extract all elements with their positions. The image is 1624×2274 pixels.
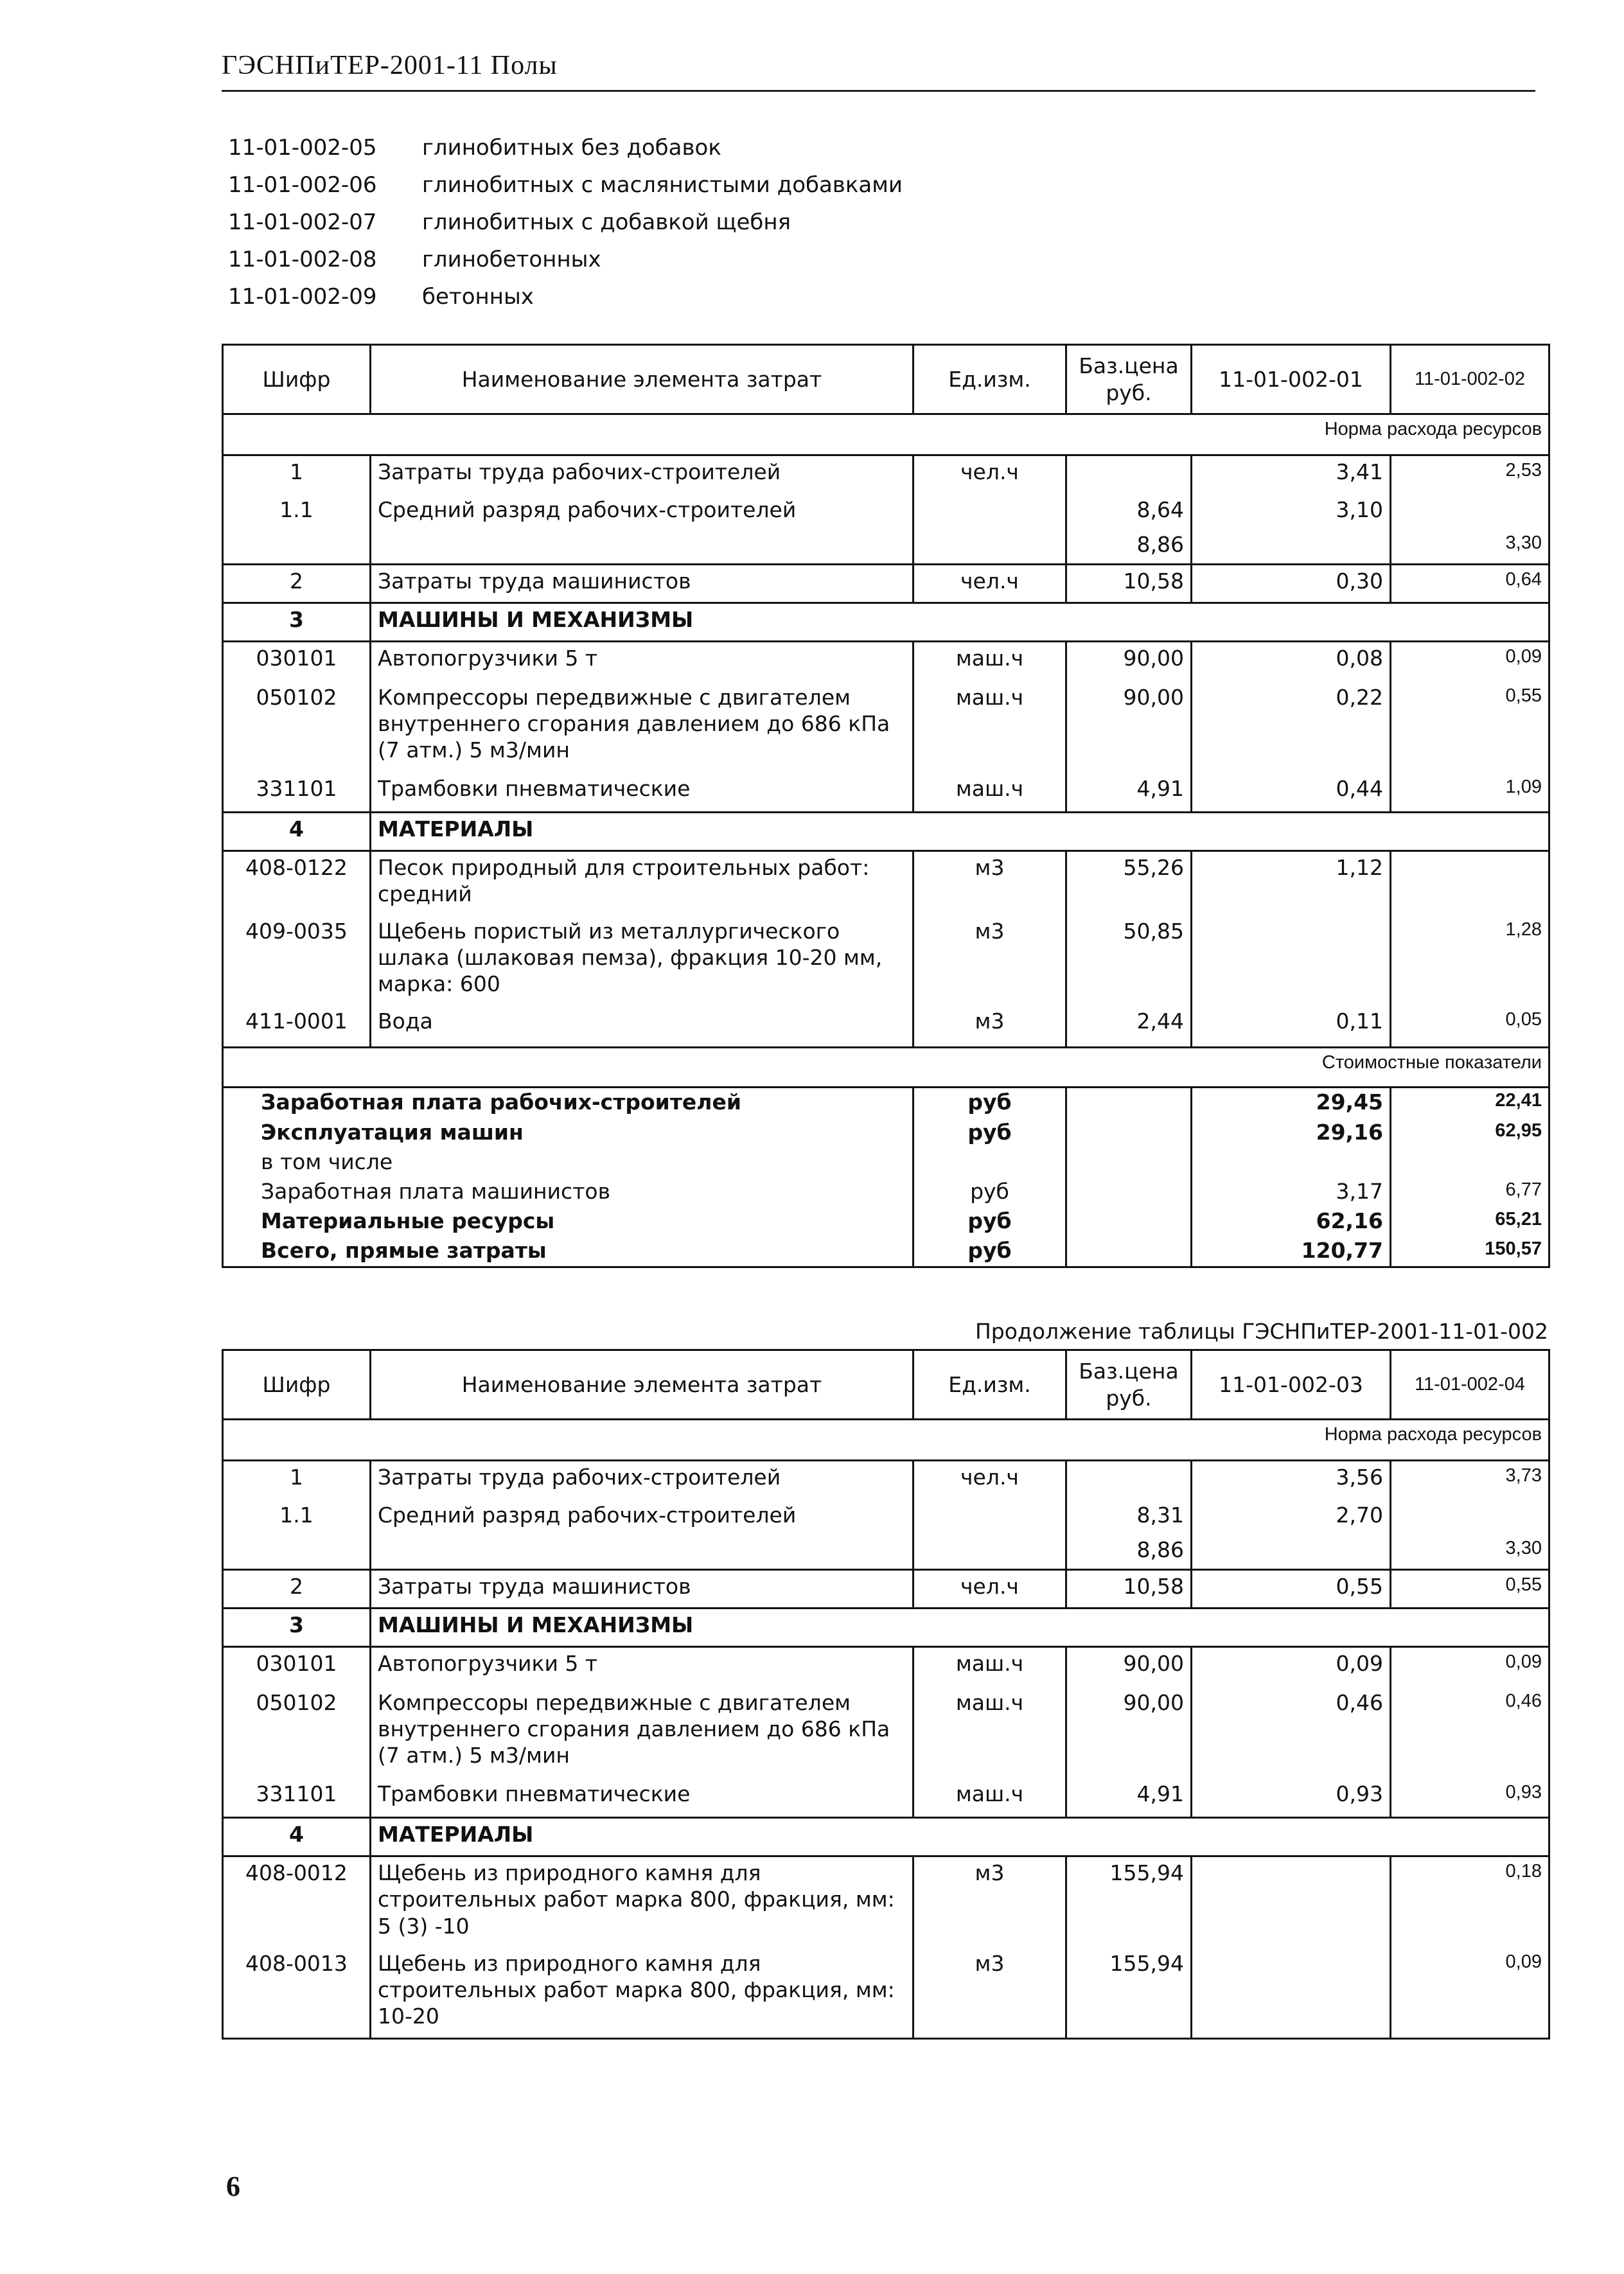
summary-value-1: 62,16 bbox=[1192, 1207, 1391, 1237]
cell-name: Песок природный для строительных работ: средний bbox=[371, 851, 914, 915]
cell-code: 2 bbox=[223, 565, 371, 603]
cell-name: Средний разряд рабочих-строителей bbox=[371, 1499, 914, 1534]
cell-code: 2 bbox=[223, 1570, 371, 1609]
summary-row bbox=[223, 1118, 1549, 1148]
table-row bbox=[223, 1687, 1549, 1778]
cell-value-2: 0,09 bbox=[1391, 642, 1549, 682]
table-row bbox=[223, 1570, 1549, 1609]
summary-value-2 bbox=[1391, 1148, 1549, 1177]
cell-value-1 bbox=[1192, 1534, 1391, 1570]
column-header: Ед.изм. bbox=[914, 1350, 1066, 1420]
summary-row bbox=[223, 1177, 1549, 1207]
cell-name: Щебень из природного камня для строительных работ марка 800, фракция, мм: 5 (3) -10 bbox=[371, 1856, 914, 1948]
summary-value-1: 29,45 bbox=[1192, 1088, 1391, 1118]
cell-unit: маш.ч bbox=[914, 642, 1066, 682]
table-row bbox=[223, 1005, 1549, 1048]
cell-code bbox=[223, 529, 371, 565]
cell-name: Затраты труда рабочих-строителей bbox=[371, 455, 914, 494]
code: 11-01-002-07 bbox=[228, 209, 377, 235]
section-row bbox=[223, 1609, 1549, 1647]
norm-band-row bbox=[223, 414, 1549, 455]
summary-row bbox=[223, 1237, 1549, 1267]
cell-value-2: 3,30 bbox=[1391, 529, 1549, 565]
cell-code: 050102 bbox=[223, 682, 371, 773]
cell-value-1: 3,41 bbox=[1192, 455, 1391, 494]
cell-name: Щебень пористый из металлургического шлака (шлаковая пемза), фракция 10-20 мм, марка: 600 bbox=[371, 915, 914, 1005]
cell-unit: чел.ч bbox=[914, 1570, 1066, 1609]
cell-price bbox=[1066, 455, 1192, 494]
cell-name bbox=[371, 1534, 914, 1570]
norm-band-row bbox=[223, 1420, 1549, 1461]
cell-value-2: 0,09 bbox=[1391, 1948, 1549, 2039]
column-header: 11-01-002-04 bbox=[1391, 1350, 1549, 1420]
summary-label: Материальные ресурсы bbox=[223, 1207, 914, 1237]
cell-price: 10,58 bbox=[1066, 1570, 1192, 1609]
table-row bbox=[223, 642, 1549, 682]
summary-price bbox=[1066, 1118, 1192, 1148]
cell-unit: м3 bbox=[914, 1948, 1066, 2039]
summary-value-1: 120,77 bbox=[1192, 1237, 1391, 1267]
summary-row bbox=[223, 1207, 1549, 1237]
cell-name: Щебень из природного камня для строительных работ марка 800, фракция, мм: 10-20 bbox=[371, 1948, 914, 2039]
cell-code: 331101 bbox=[223, 1778, 371, 1818]
summary-label: Всего, прямые затраты bbox=[223, 1237, 914, 1267]
column-header: Баз.цена руб. bbox=[1066, 345, 1192, 414]
summary-value-2: 22,41 bbox=[1391, 1088, 1549, 1118]
cell-price: 50,85 bbox=[1066, 915, 1192, 1005]
code-description: бетонных bbox=[422, 284, 534, 310]
cell-price: 4,91 bbox=[1066, 1778, 1192, 1818]
cell-price: 55,26 bbox=[1066, 851, 1192, 915]
column-header: Ед.изм. bbox=[914, 345, 1066, 414]
table-header-row bbox=[223, 345, 1549, 414]
cell-value-1: 0,30 bbox=[1192, 565, 1391, 603]
summary-price bbox=[1066, 1207, 1192, 1237]
norm-label: Норма расхода ресурсов bbox=[223, 1420, 1549, 1461]
summary-price bbox=[1066, 1088, 1192, 1118]
cell-value-2: 0,18 bbox=[1391, 1856, 1549, 1948]
cell-name: Компрессоры передвижные с двигателем внутреннего сгорания давлением до 686 кПа (7 атм.) 5 м3/мин bbox=[371, 1687, 914, 1778]
cell-code: 030101 bbox=[223, 642, 371, 682]
section-title: МАШИНЫ И МЕХАНИЗМЫ bbox=[371, 603, 1549, 642]
code-description: глинобитных с добавкой щебня bbox=[422, 209, 791, 235]
summary-unit: руб bbox=[914, 1118, 1066, 1148]
cell-name: Автопогрузчики 5 т bbox=[371, 1647, 914, 1687]
cell-price bbox=[1066, 1461, 1192, 1499]
cell-price: 8,86 bbox=[1066, 529, 1192, 565]
cell-value-1: 0,22 bbox=[1192, 682, 1391, 773]
summary-price bbox=[1066, 1148, 1192, 1177]
cell-code: 331101 bbox=[223, 773, 371, 813]
column-header: 11-01-002-02 bbox=[1391, 345, 1549, 414]
summary-label: Заработная плата машинистов bbox=[223, 1177, 914, 1207]
cell-price: 90,00 bbox=[1066, 682, 1192, 773]
cell-code: 1 bbox=[223, 455, 371, 494]
cell-code: 411-0001 bbox=[223, 1005, 371, 1048]
cell-price: 2,44 bbox=[1066, 1005, 1192, 1048]
cell-unit: маш.ч bbox=[914, 1778, 1066, 1818]
cell-value-1: 0,08 bbox=[1192, 642, 1391, 682]
section-row bbox=[223, 813, 1549, 851]
summary-unit: руб bbox=[914, 1177, 1066, 1207]
cell-price: 90,00 bbox=[1066, 1687, 1192, 1778]
cell-value-1: 0,46 bbox=[1192, 1687, 1391, 1778]
code: 11-01-002-06 bbox=[228, 172, 377, 198]
table-header-row bbox=[223, 1350, 1549, 1420]
cell-price: 90,00 bbox=[1066, 642, 1192, 682]
cell-name: Трамбовки пневматические bbox=[371, 773, 914, 813]
cell-value-1: 0,55 bbox=[1192, 1570, 1391, 1609]
table-row bbox=[223, 851, 1549, 915]
cell-code: 030101 bbox=[223, 1647, 371, 1687]
cell-unit: маш.ч bbox=[914, 682, 1066, 773]
cell-unit: м3 bbox=[914, 851, 1066, 915]
cell-code: 408-0013 bbox=[223, 1948, 371, 2039]
cell-unit: маш.ч bbox=[914, 1647, 1066, 1687]
code-description: глинобитных с маслянистыми добавками bbox=[422, 172, 903, 198]
summary-value-1 bbox=[1192, 1148, 1391, 1177]
summary-row bbox=[223, 1088, 1549, 1118]
cell-value-2 bbox=[1391, 1499, 1549, 1534]
table-row bbox=[223, 1461, 1549, 1499]
column-header: Шифр bbox=[223, 1350, 371, 1420]
cell-code: 409-0035 bbox=[223, 915, 371, 1005]
norm-label: Норма расхода ресурсов bbox=[223, 414, 1549, 455]
cell-value-2: 1,28 bbox=[1391, 915, 1549, 1005]
table-row bbox=[223, 773, 1549, 813]
resource-table-1 bbox=[222, 344, 1550, 1268]
cell-code: 1.1 bbox=[223, 494, 371, 529]
column-header: Наименование элемента затрат bbox=[371, 345, 914, 414]
cell-value-1: 3,10 bbox=[1192, 494, 1391, 529]
cell-price: 4,91 bbox=[1066, 773, 1192, 813]
cell-unit: чел.ч bbox=[914, 1461, 1066, 1499]
column-header: Наименование элемента затрат bbox=[371, 1350, 914, 1420]
cell-value-2: 0,55 bbox=[1391, 1570, 1549, 1609]
summary-price bbox=[1066, 1237, 1192, 1267]
cell-value-1: 1,12 bbox=[1192, 851, 1391, 915]
table-row bbox=[223, 529, 1549, 565]
column-header: Шифр bbox=[223, 345, 371, 414]
cell-price: 8,86 bbox=[1066, 1534, 1192, 1570]
section-code: 4 bbox=[223, 1818, 371, 1856]
summary-unit: руб bbox=[914, 1237, 1066, 1267]
cell-code: 408-0122 bbox=[223, 851, 371, 915]
cell-value-2: 0,46 bbox=[1391, 1687, 1549, 1778]
cell-value-2 bbox=[1391, 494, 1549, 529]
cell-price: 155,94 bbox=[1066, 1856, 1192, 1948]
section-title: МАТЕРИАЛЫ bbox=[371, 813, 1549, 851]
cell-code bbox=[223, 1534, 371, 1570]
cost-band-row bbox=[223, 1048, 1549, 1088]
cell-code: 1 bbox=[223, 1461, 371, 1499]
summary-unit: руб bbox=[914, 1088, 1066, 1118]
cell-unit bbox=[914, 494, 1066, 529]
cell-code: 1.1 bbox=[223, 1499, 371, 1534]
table-row bbox=[223, 915, 1549, 1005]
summary-value-2: 150,57 bbox=[1391, 1237, 1549, 1267]
cell-price: 90,00 bbox=[1066, 1647, 1192, 1687]
cell-unit: м3 bbox=[914, 1856, 1066, 1948]
cell-value-1: 2,70 bbox=[1192, 1499, 1391, 1534]
cell-code: 050102 bbox=[223, 1687, 371, 1778]
summary-label: Заработная плата рабочих-строителей bbox=[223, 1088, 914, 1118]
cell-unit bbox=[914, 1499, 1066, 1534]
cell-value-2: 3,73 bbox=[1391, 1461, 1549, 1499]
column-header: 11-01-002-01 bbox=[1192, 345, 1391, 414]
summary-price bbox=[1066, 1177, 1192, 1207]
cell-unit: м3 bbox=[914, 915, 1066, 1005]
cell-name: Трамбовки пневматические bbox=[371, 1778, 914, 1818]
cell-unit: маш.ч bbox=[914, 773, 1066, 813]
cell-value-1 bbox=[1192, 1948, 1391, 2039]
cell-value-1 bbox=[1192, 529, 1391, 565]
table-row bbox=[223, 1647, 1549, 1687]
section-code: 4 bbox=[223, 813, 371, 851]
summary-value-2: 65,21 bbox=[1391, 1207, 1549, 1237]
table-row bbox=[223, 1948, 1549, 2039]
cell-name: Затраты труда рабочих-строителей bbox=[371, 1461, 914, 1499]
section-code: 3 bbox=[223, 1609, 371, 1647]
summary-unit: руб bbox=[914, 1207, 1066, 1237]
table-row bbox=[223, 565, 1549, 603]
column-header: 11-01-002-03 bbox=[1192, 1350, 1391, 1420]
summary-row bbox=[223, 1148, 1549, 1177]
cell-unit: чел.ч bbox=[914, 565, 1066, 603]
table-row bbox=[223, 1499, 1549, 1534]
table-row bbox=[223, 1778, 1549, 1818]
cell-code: 408-0012 bbox=[223, 1856, 371, 1948]
table-row bbox=[223, 455, 1549, 494]
summary-label: в том числе bbox=[223, 1148, 914, 1177]
summary-label: Эксплуатация машин bbox=[223, 1118, 914, 1148]
cell-price: 8,31 bbox=[1066, 1499, 1192, 1534]
cell-price: 8,64 bbox=[1066, 494, 1192, 529]
section-code: 3 bbox=[223, 603, 371, 642]
cell-value-1: 0,44 bbox=[1192, 773, 1391, 813]
section-row bbox=[223, 603, 1549, 642]
cell-name: Компрессоры передвижные с двигателем внутреннего сгорания давлением до 686 кПа (7 атм.) 5 м3/мин bbox=[371, 682, 914, 773]
cell-value-1: 0,93 bbox=[1192, 1778, 1391, 1818]
cell-value-2: 3,30 bbox=[1391, 1534, 1549, 1570]
cell-value-2: 0,64 bbox=[1391, 565, 1549, 603]
page-header: ГЭСНПиТЕР-2001-11 Полы bbox=[222, 51, 558, 80]
code: 11-01-002-08 bbox=[228, 247, 377, 272]
header-rule bbox=[222, 90, 1535, 92]
cell-unit bbox=[914, 1534, 1066, 1570]
cell-value-2 bbox=[1391, 851, 1549, 915]
cell-value-2: 2,53 bbox=[1391, 455, 1549, 494]
table-row bbox=[223, 1856, 1549, 1948]
table-row bbox=[223, 682, 1549, 773]
section-title: МАТЕРИАЛЫ bbox=[371, 1818, 1549, 1856]
cell-value-2: 0,93 bbox=[1391, 1778, 1549, 1818]
cell-name: Затраты труда машинистов bbox=[371, 565, 914, 603]
cell-price: 155,94 bbox=[1066, 1948, 1192, 2039]
code: 11-01-002-09 bbox=[228, 284, 377, 310]
cell-unit bbox=[914, 529, 1066, 565]
summary-value-1: 29,16 bbox=[1192, 1118, 1391, 1148]
cost-label: Стоимостные показатели bbox=[223, 1048, 1549, 1088]
cell-price: 10,58 bbox=[1066, 565, 1192, 603]
section-row bbox=[223, 1818, 1549, 1856]
table-row bbox=[223, 1534, 1549, 1570]
cell-name: Средний разряд рабочих-строителей bbox=[371, 494, 914, 529]
cell-value-1 bbox=[1192, 915, 1391, 1005]
summary-value-1: 3,17 bbox=[1192, 1177, 1391, 1207]
cell-name: Автопогрузчики 5 т bbox=[371, 642, 914, 682]
summary-unit bbox=[914, 1148, 1066, 1177]
page-number: 6 bbox=[226, 2171, 240, 2202]
continuation-caption: Продолжение таблицы ГЭСНПиТЕР-2001-11-01-002 bbox=[975, 1319, 1548, 1344]
cell-unit: м3 bbox=[914, 1005, 1066, 1048]
code-description: глинобитных без добавок bbox=[422, 135, 721, 161]
cell-value-2: 0,05 bbox=[1391, 1005, 1549, 1048]
cell-unit: маш.ч bbox=[914, 1687, 1066, 1778]
cell-value-2: 0,55 bbox=[1391, 682, 1549, 773]
cell-name bbox=[371, 529, 914, 565]
code: 11-01-002-05 bbox=[228, 135, 377, 161]
cell-name: Вода bbox=[371, 1005, 914, 1048]
cell-value-2: 0,09 bbox=[1391, 1647, 1549, 1687]
code-description: глинобетонных bbox=[422, 247, 601, 272]
cell-value-1 bbox=[1192, 1856, 1391, 1948]
cell-value-2: 1,09 bbox=[1391, 773, 1549, 813]
summary-value-2: 6,77 bbox=[1391, 1177, 1549, 1207]
section-title: МАШИНЫ И МЕХАНИЗМЫ bbox=[371, 1609, 1549, 1647]
resource-table-2 bbox=[222, 1349, 1550, 2040]
cell-value-1: 3,56 bbox=[1192, 1461, 1391, 1499]
cell-name: Затраты труда машинистов bbox=[371, 1570, 914, 1609]
table-row bbox=[223, 494, 1549, 529]
summary-value-2: 62,95 bbox=[1391, 1118, 1549, 1148]
cell-unit: чел.ч bbox=[914, 455, 1066, 494]
column-header: Баз.цена руб. bbox=[1066, 1350, 1192, 1420]
cell-value-1: 0,11 bbox=[1192, 1005, 1391, 1048]
cell-value-1: 0,09 bbox=[1192, 1647, 1391, 1687]
